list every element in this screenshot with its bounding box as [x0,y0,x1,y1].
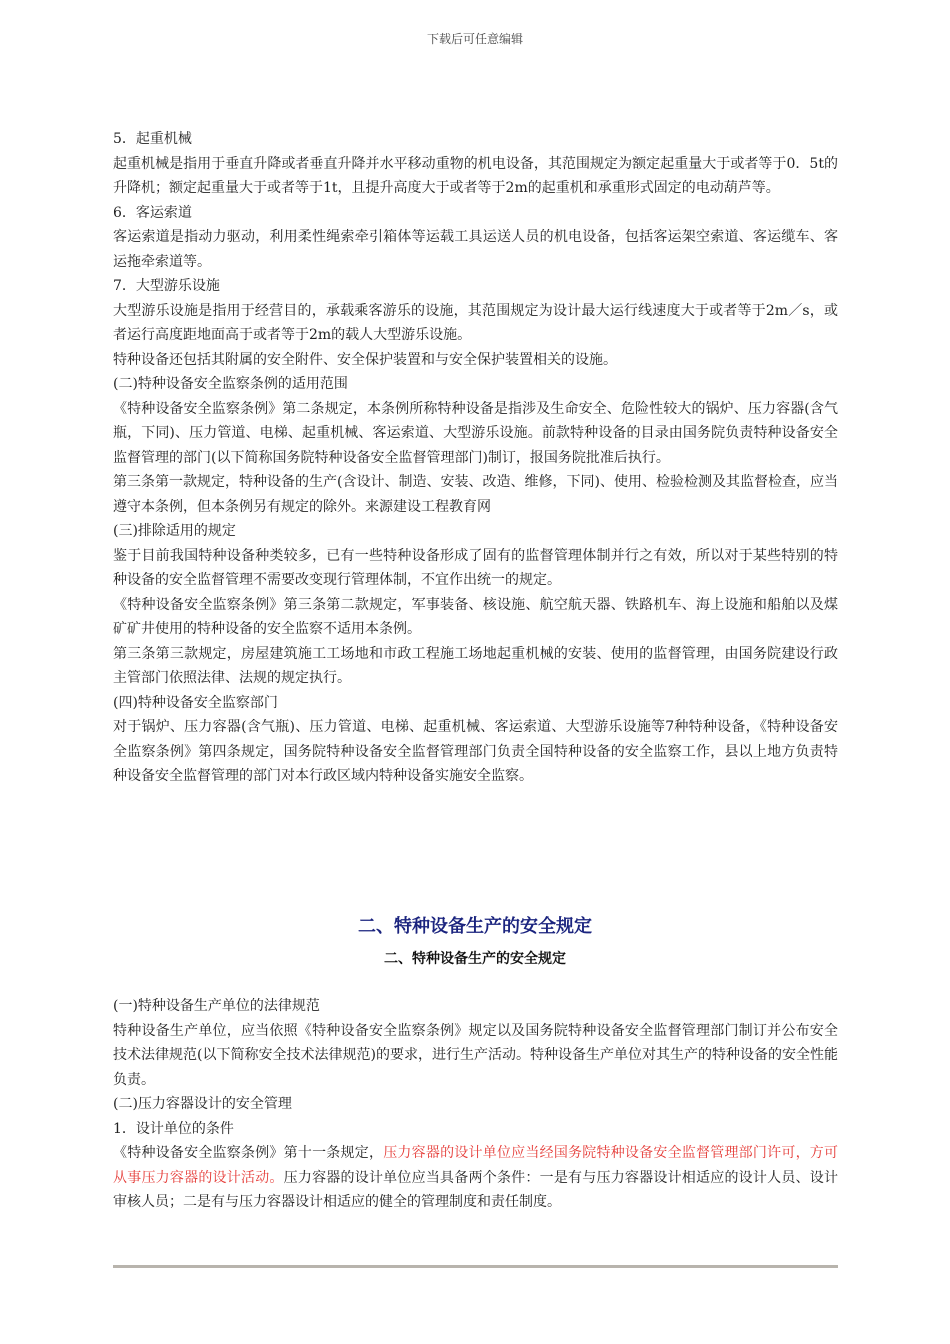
paragraph: (一)特种设备生产单位的法律规范 [113,998,320,1014]
paragraph: 特种设备生产单位，应当依照《特种设备安全监察条例》规定以及国务院特种设备安全监督管理部门制订并公布安全技术法律规范(以下简称安全技术法律规范)的要求，进行生产活动。特种设备生产单位对其生产的特种设备的安全性能负责。 [113,1022,838,1088]
paragraph: 第三条第一款规定，特种设备的生产(含设计、制造、安装、改造、维修，下同)、使用、检验检测及其监督检查，应当遵守本条例，但本条例另有规定的除外。来源建设工程教育网 [113,474,838,515]
paragraph-text: 压力容器的设计单位应当具备两个条件：一是有与压力容器设计相适应的设计人员、设计审核人员；二是有与压力容器设计相适应的健全的管理制度和责任制度。 [113,1169,838,1210]
paragraph: 5．起重机械 [113,131,192,147]
section-heading: 二、特种设备生产的安全规定 [358,916,592,937]
highlighted-text: 压力容器的设计单位应当经国务院特种设备安全监督管理部门许可，方可从事压力容器的设计活动。 [113,1145,839,1186]
section-subheading: 二、特种设备生产的安全规定 [384,951,566,967]
paragraph: 7．大型游乐设施 [113,278,220,294]
paragraph: 鉴于目前我国特种设备种类较多，已有一些特种设备形成了固有的监督管理体制并行之有效，所以对于某些特别的特种设备的安全监督管理不需要改变现行管理体制，不宜作出统一的规定。 [113,547,838,588]
paragraph: 客运索道是指动力驱动，利用柔性绳索牵引箱体等运载工具运送人员的机电设备，包括客运架空索道、客运缆车、客运拖牵索道等。 [113,229,838,270]
paragraph: 对于锅炉、压力容器(含气瓶)、压力管道、电梯、起重机械、客运索道、大型游乐设施等7种特种设备，《特种设备安全监察条例》第四条规定，国务院特种设备安全监督管理部门负责全国特种设备的安全监察工作，县以上地方负责特种设备安全监督管理的部门对本行政区域内特种设备实施安全监察。 [113,719,838,784]
section-1-body [113,127,838,789]
paragraph: (四)特种设备安全监察部门 [113,694,278,711]
paragraph: 6．客运索道 [113,204,192,221]
paragraph-text: 《特种设备安全监察条例》第十一条规定， [113,1145,384,1161]
paragraph: (二)特种设备安全监察条例的适用范围 [113,376,348,392]
paragraph: 《特种设备安全监察条例》第三条第二款规定，军事装备、核设施、航空航天器、铁路机车、海上设施和船舶以及煤矿矿井使用的特种设备的安全监察不适用本条例。 [113,596,838,637]
page-header: 下载后可任意编辑 [426,32,523,46]
section-2-body [113,994,838,1215]
paragraph: 起重机械是指用于垂直升降或者垂直升降并水平移动重物的机电设备，其范围规定为额定起重量大于或者等于0．5t的升降机；额定起重量大于或者等于1t，且提升高度大于或者等于2m的起重机和承重形式固定的电动葫芦等。 [113,155,838,196]
footer-rule [113,1265,838,1268]
paragraph [113,1141,838,1215]
paragraph: 第三条第三款规定，房屋建筑施工工场地和市政工程施工场地起重机械的安装、使用的监督管理，由国务院建设行政主管部门依照法律、法规的规定执行。 [113,645,838,686]
paragraph: (三)排除适用的规定 [113,523,236,539]
paragraph: 《特种设备安全监察条例》第二条规定，本条例所称特种设备是指涉及生命安全、危险性较大的锅炉、压力容器(含气瓶，下同)、压力管道、电梯、起重机械、客运索道、大型游乐设施。前款特种设备的目录由国务院负责特种设备安全监督管理的部门(以下简称国务院特种设备安全监督管理部门)制订，报国务院批准后执行。 [113,400,838,466]
paragraph: 1．设计单位的条件 [113,1120,234,1137]
paragraph: (二)压力容器设计的安全管理 [113,1096,292,1112]
paragraph: 大型游乐设施是指用于经营目的，承载乘客游乐的设施，其范围规定为设计最大运行线速度大于或者等于2m／s，或者运行高度距地面高于或者等于2m的载人大型游乐设施。 [113,302,838,343]
paragraph: 特种设备还包括其附属的安全附件、安全保护装置和与安全保护装置相关的设施。 [113,351,617,368]
